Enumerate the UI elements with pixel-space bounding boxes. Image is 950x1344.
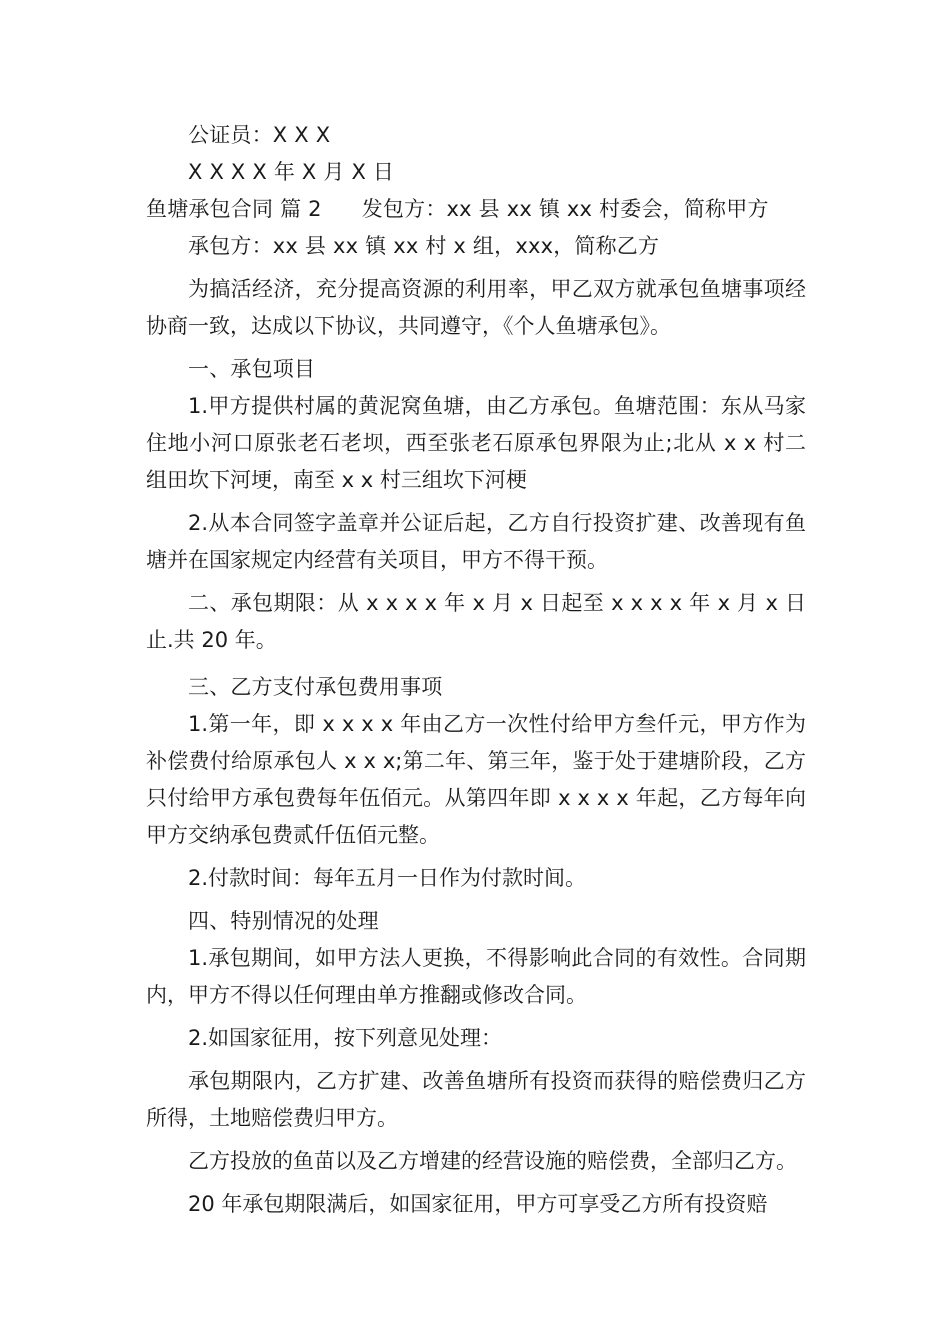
section-4-clause-1: 1.承包期间，如甲方法人更换，不得影响此合同的有效性。合同期内，甲方不得以任何理由单方推翻或修改合同。 — [146, 946, 806, 1007]
section-4-title: 四、特别情况的处理 — [188, 909, 379, 933]
section-4-clause-2: 2.如国家征用，按下列意见处理： — [188, 1026, 503, 1050]
section-2-term: 二、承包期限：从 x x x x 年 x 月 x 日起至 x x x x 年 x 月 x 日止.共 20 年。 — [146, 591, 806, 652]
contract-title: 鱼塘承包合同 篇 2 — [146, 197, 322, 221]
contract-header — [146, 191, 806, 228]
section-4-detail-3: 20 年承包期限满后，如国家征用，甲方可享受乙方所有投资赔 — [188, 1192, 768, 1216]
document-page — [146, 117, 806, 1223]
section-1-clause-2: 2.从本合同签字盖章并公证后起，乙方自行投资扩建、改善现有鱼塘并在国家规定内经营有关项目，甲方不得干预。 — [146, 511, 806, 572]
notary-line: 公证员：X X X — [188, 123, 331, 147]
section-3-title: 三、乙方支付承包费用事项 — [188, 675, 443, 699]
section-3-clause-1: 1.第一年，即 x x x x 年由乙方一次性付给甲方叁仟元，甲方作为补偿费付给原承包人 x x x;第二年、第三年，鉴于处于建塘阶段，乙方只付给甲方承包费每年伍佰元。从第四年即 x x x x 年起，乙方每年向甲方交纳承包费贰仟伍佰元整。 — [146, 712, 806, 847]
section-3-clause-2: 2.付款时间：每年五月一日作为付款时间。 — [188, 866, 587, 890]
section-4-detail-2: 乙方投放的鱼苗以及乙方增建的经营设施的赔偿费，全部归乙方。 — [188, 1149, 797, 1173]
section-1-title: 一、承包项目 — [188, 357, 316, 381]
section-4-detail-1: 承包期限内，乙方扩建、改善鱼塘所有投资而获得的赔偿费归乙方所得，土地赔偿费归甲方。 — [146, 1069, 806, 1130]
party-b: 承包方：xx 县 xx 镇 xx 村 x 组，xxx，简称乙方 — [188, 234, 660, 258]
party-a: 发包方：xx 县 xx 镇 xx 村委会，简称甲方 — [361, 197, 769, 221]
intro-paragraph: 为搞活经济，充分提高资源的利用率，甲乙双方就承包鱼塘事项经协商一致，达成以下协议，共同遵守，《个人鱼塘承包》。 — [146, 277, 806, 338]
section-1-clause-1: 1.甲方提供村属的黄泥窝鱼塘，由乙方承包。鱼塘范围：东从马家住地小河口原张老石老坝，西至张老石原承包界限为止;北从 x x 村二组田坎下河埂，南至 x x 村三组坎下河梗 — [146, 394, 806, 492]
date-line: X X X X 年 X 月 X 日 — [188, 160, 395, 184]
